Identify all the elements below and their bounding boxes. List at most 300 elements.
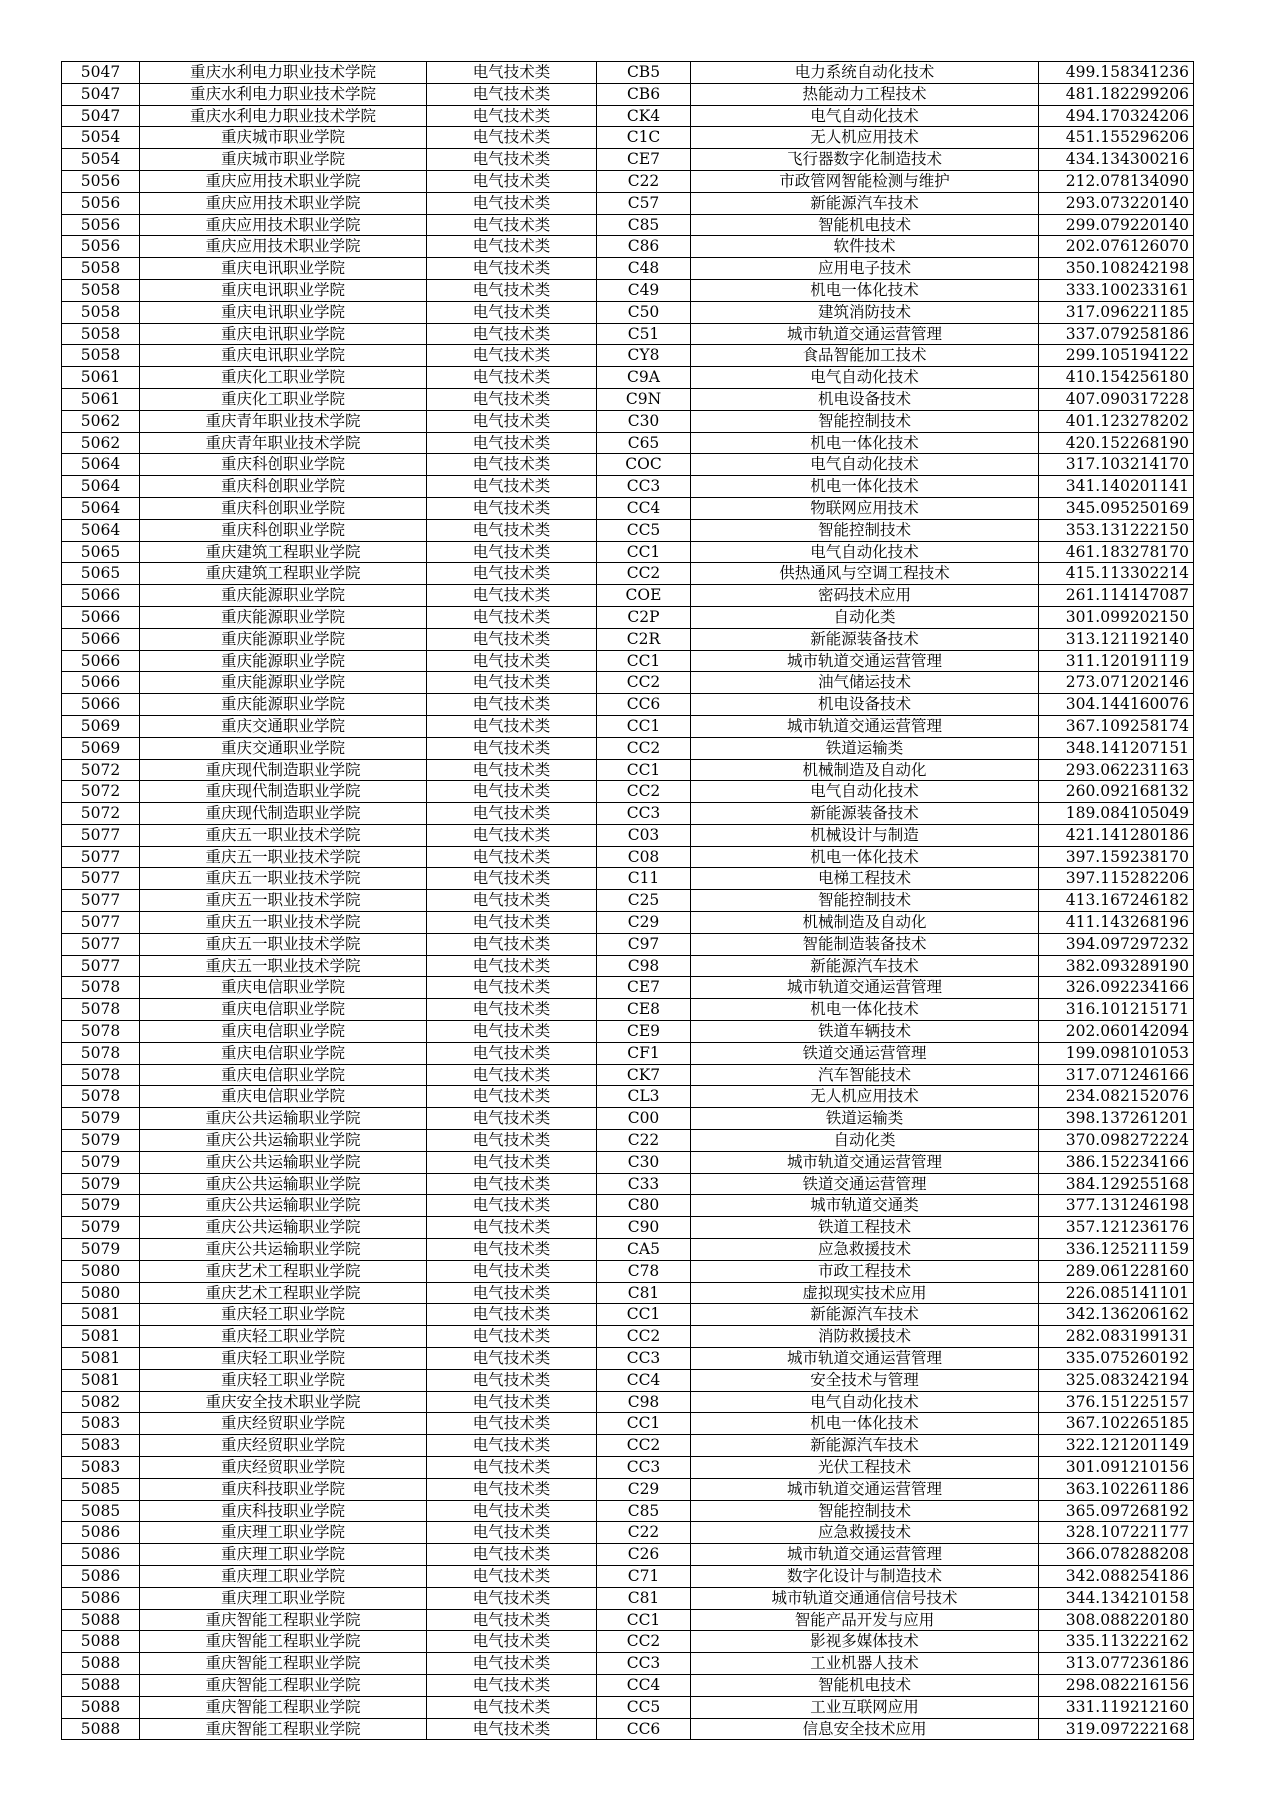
major-code-cell: C1C: [597, 127, 691, 149]
category-cell: 电气技术类: [427, 1522, 597, 1544]
category-cell: 电气技术类: [427, 1086, 597, 1108]
table-row: [62, 650, 1194, 672]
score-cell: 319.097222168: [1039, 1718, 1194, 1740]
score-cell: 357.121236176: [1039, 1217, 1194, 1239]
table-row: [62, 1108, 1194, 1130]
school-name-cell: 重庆电信职业学院: [140, 1021, 427, 1043]
school-code-cell: 5062: [62, 432, 140, 454]
school-code-cell: 5088: [62, 1696, 140, 1718]
score-cell: 415.113302214: [1039, 563, 1194, 585]
school-name-cell: 重庆电讯职业学院: [140, 258, 427, 280]
table-row: [62, 715, 1194, 737]
school-code-cell: 5056: [62, 236, 140, 258]
table-row: [62, 432, 1194, 454]
major-name-cell: 智能产品开发与应用: [691, 1609, 1039, 1631]
major-name-cell: 铁道运输类: [691, 737, 1039, 759]
table-row: [62, 301, 1194, 323]
table-row: [62, 1565, 1194, 1587]
school-code-cell: 5056: [62, 192, 140, 214]
category-cell: 电气技术类: [427, 301, 597, 323]
table-row: [62, 1173, 1194, 1195]
score-cell: 367.102265185: [1039, 1413, 1194, 1435]
major-name-cell: 智能控制技术: [691, 890, 1039, 912]
major-code-cell: CC2: [597, 781, 691, 803]
major-code-cell: C57: [597, 192, 691, 214]
major-name-cell: 铁道运输类: [691, 1108, 1039, 1130]
table-row: [62, 1064, 1194, 1086]
school-name-cell: 重庆轻工职业学院: [140, 1304, 427, 1326]
score-cell: 317.096221185: [1039, 301, 1194, 323]
major-code-cell: C08: [597, 846, 691, 868]
category-cell: 电气技术类: [427, 1304, 597, 1326]
score-cell: 326.092234166: [1039, 977, 1194, 999]
major-code-cell: CC6: [597, 694, 691, 716]
score-cell: 293.062231163: [1039, 759, 1194, 781]
school-name-cell: 重庆经贸职业学院: [140, 1435, 427, 1457]
major-code-cell: CE7: [597, 977, 691, 999]
category-cell: 电气技术类: [427, 1587, 597, 1609]
table-row: [62, 1631, 1194, 1653]
school-code-cell: 5077: [62, 868, 140, 890]
school-code-cell: 5079: [62, 1217, 140, 1239]
school-name-cell: 重庆能源职业学院: [140, 585, 427, 607]
school-code-cell: 5058: [62, 345, 140, 367]
score-cell: 367.109258174: [1039, 715, 1194, 737]
school-name-cell: 重庆五一职业技术学院: [140, 868, 427, 890]
school-code-cell: 5078: [62, 1042, 140, 1064]
category-cell: 电气技术类: [427, 1544, 597, 1566]
score-cell: 348.141207151: [1039, 737, 1194, 759]
category-cell: 电气技术类: [427, 541, 597, 563]
category-cell: 电气技术类: [427, 1500, 597, 1522]
school-name-cell: 重庆能源职业学院: [140, 606, 427, 628]
table-row: [62, 83, 1194, 105]
school-code-cell: 5088: [62, 1631, 140, 1653]
major-name-cell: 新能源装备技术: [691, 803, 1039, 825]
category-cell: 电气技术类: [427, 454, 597, 476]
major-code-cell: CC2: [597, 563, 691, 585]
score-cell: 336.125211159: [1039, 1239, 1194, 1261]
major-name-cell: 机械制造及自动化: [691, 759, 1039, 781]
school-code-cell: 5077: [62, 890, 140, 912]
category-cell: 电气技术类: [427, 236, 597, 258]
score-cell: 407.090317228: [1039, 388, 1194, 410]
category-cell: 电气技术类: [427, 476, 597, 498]
school-name-cell: 重庆科创职业学院: [140, 476, 427, 498]
score-cell: 499.158341236: [1039, 62, 1194, 84]
major-name-cell: 城市轨道交通运营管理: [691, 1544, 1039, 1566]
school-name-cell: 重庆科创职业学院: [140, 519, 427, 541]
major-code-cell: CC3: [597, 1348, 691, 1370]
school-name-cell: 重庆建筑工程职业学院: [140, 563, 427, 585]
school-name-cell: 重庆应用技术职业学院: [140, 192, 427, 214]
score-cell: 411.143268196: [1039, 912, 1194, 934]
table-row: [62, 1544, 1194, 1566]
score-cell: 494.170324206: [1039, 105, 1194, 127]
category-cell: 电气技术类: [427, 127, 597, 149]
school-code-cell: 5064: [62, 497, 140, 519]
major-code-cell: CF1: [597, 1042, 691, 1064]
school-code-cell: 5066: [62, 672, 140, 694]
major-name-cell: 城市轨道交通类: [691, 1195, 1039, 1217]
table-row: [62, 1653, 1194, 1675]
school-name-cell: 重庆城市职业学院: [140, 127, 427, 149]
major-code-cell: CE7: [597, 149, 691, 171]
school-name-cell: 重庆公共运输职业学院: [140, 1217, 427, 1239]
school-code-cell: 5079: [62, 1151, 140, 1173]
major-name-cell: 新能源汽车技术: [691, 192, 1039, 214]
score-cell: 382.093289190: [1039, 955, 1194, 977]
category-cell: 电气技术类: [427, 1021, 597, 1043]
category-cell: 电气技术类: [427, 803, 597, 825]
major-name-cell: 机电一体化技术: [691, 999, 1039, 1021]
school-code-cell: 5083: [62, 1413, 140, 1435]
table-row: [62, 388, 1194, 410]
school-name-cell: 重庆电讯职业学院: [140, 279, 427, 301]
score-cell: 386.152234166: [1039, 1151, 1194, 1173]
major-code-cell: C98: [597, 955, 691, 977]
major-code-cell: C22: [597, 1522, 691, 1544]
school-name-cell: 重庆公共运输职业学院: [140, 1173, 427, 1195]
category-cell: 电气技术类: [427, 999, 597, 1021]
major-name-cell: 物联网应用技术: [691, 497, 1039, 519]
school-name-cell: 重庆电信职业学院: [140, 1064, 427, 1086]
major-code-cell: C97: [597, 933, 691, 955]
school-code-cell: 5058: [62, 301, 140, 323]
table-row: [62, 846, 1194, 868]
school-name-cell: 重庆经贸职业学院: [140, 1413, 427, 1435]
school-code-cell: 5081: [62, 1348, 140, 1370]
major-code-cell: C33: [597, 1173, 691, 1195]
major-code-cell: CC3: [597, 803, 691, 825]
school-name-cell: 重庆能源职业学院: [140, 650, 427, 672]
score-cell: 189.084105049: [1039, 803, 1194, 825]
school-name-cell: 重庆轻工职业学院: [140, 1348, 427, 1370]
major-name-cell: 新能源汽车技术: [691, 1435, 1039, 1457]
major-code-cell: C22: [597, 1130, 691, 1152]
category-cell: 电气技术类: [427, 83, 597, 105]
major-name-cell: 机电一体化技术: [691, 846, 1039, 868]
category-cell: 电气技术类: [427, 1696, 597, 1718]
score-cell: 420.152268190: [1039, 432, 1194, 454]
school-name-cell: 重庆科创职业学院: [140, 454, 427, 476]
major-code-cell: CC1: [597, 1304, 691, 1326]
school-name-cell: 重庆公共运输职业学院: [140, 1130, 427, 1152]
table-row: [62, 1391, 1194, 1413]
school-code-cell: 5086: [62, 1522, 140, 1544]
category-cell: 电气技术类: [427, 824, 597, 846]
major-code-cell: CC4: [597, 497, 691, 519]
school-code-cell: 5085: [62, 1500, 140, 1522]
school-code-cell: 5078: [62, 1021, 140, 1043]
major-code-cell: C26: [597, 1544, 691, 1566]
score-cell: 397.115282206: [1039, 868, 1194, 890]
major-code-cell: CC2: [597, 1435, 691, 1457]
major-code-cell: C98: [597, 1391, 691, 1413]
table-row: [62, 454, 1194, 476]
major-name-cell: 电力系统自动化技术: [691, 62, 1039, 84]
table-row: [62, 192, 1194, 214]
score-cell: 261.114147087: [1039, 585, 1194, 607]
category-cell: 电气技术类: [427, 149, 597, 171]
school-code-cell: 5066: [62, 606, 140, 628]
table-row: [62, 1260, 1194, 1282]
school-code-cell: 5078: [62, 999, 140, 1021]
table-row: [62, 1457, 1194, 1479]
table-row: [62, 541, 1194, 563]
major-code-cell: C03: [597, 824, 691, 846]
table-row: [62, 1500, 1194, 1522]
major-code-cell: CC1: [597, 541, 691, 563]
school-code-cell: 5062: [62, 410, 140, 432]
major-code-cell: C51: [597, 323, 691, 345]
major-name-cell: 智能控制技术: [691, 410, 1039, 432]
school-code-cell: 5077: [62, 955, 140, 977]
school-name-cell: 重庆电讯职业学院: [140, 323, 427, 345]
score-cell: 226.085141101: [1039, 1282, 1194, 1304]
school-name-cell: 重庆艺术工程职业学院: [140, 1282, 427, 1304]
major-code-cell: CC5: [597, 519, 691, 541]
category-cell: 电气技术类: [427, 1326, 597, 1348]
table-row: [62, 890, 1194, 912]
school-name-cell: 重庆能源职业学院: [140, 672, 427, 694]
table-row: [62, 1696, 1194, 1718]
category-cell: 电气技术类: [427, 367, 597, 389]
major-name-cell: 城市轨道交通运营管理: [691, 715, 1039, 737]
score-cell: 199.098101053: [1039, 1042, 1194, 1064]
major-code-cell: C25: [597, 890, 691, 912]
major-code-cell: C81: [597, 1282, 691, 1304]
score-cell: 328.107221177: [1039, 1522, 1194, 1544]
table-row: [62, 1021, 1194, 1043]
table-row: [62, 1348, 1194, 1370]
school-code-cell: 5056: [62, 214, 140, 236]
school-name-cell: 重庆现代制造职业学院: [140, 781, 427, 803]
table-row: [62, 585, 1194, 607]
category-cell: 电气技术类: [427, 1435, 597, 1457]
category-cell: 电气技术类: [427, 781, 597, 803]
score-cell: 335.113222162: [1039, 1631, 1194, 1653]
category-cell: 电气技术类: [427, 388, 597, 410]
school-code-cell: 5079: [62, 1195, 140, 1217]
school-code-cell: 5061: [62, 367, 140, 389]
category-cell: 电气技术类: [427, 345, 597, 367]
major-name-cell: 电气自动化技术: [691, 541, 1039, 563]
score-cell: 293.073220140: [1039, 192, 1194, 214]
category-cell: 电气技术类: [427, 410, 597, 432]
category-cell: 电气技术类: [427, 1674, 597, 1696]
school-name-cell: 重庆智能工程职业学院: [140, 1674, 427, 1696]
score-cell: 410.154256180: [1039, 367, 1194, 389]
major-name-cell: 应急救援技术: [691, 1239, 1039, 1261]
table-row: [62, 606, 1194, 628]
major-code-cell: CC4: [597, 1369, 691, 1391]
school-name-cell: 重庆水利电力职业技术学院: [140, 83, 427, 105]
table-row: [62, 737, 1194, 759]
major-name-cell: 应用电子技术: [691, 258, 1039, 280]
major-code-cell: C29: [597, 912, 691, 934]
major-code-cell: CE8: [597, 999, 691, 1021]
category-cell: 电气技术类: [427, 1239, 597, 1261]
major-name-cell: 城市轨道交通运营管理: [691, 323, 1039, 345]
school-code-cell: 5058: [62, 279, 140, 301]
school-name-cell: 重庆能源职业学院: [140, 694, 427, 716]
school-name-cell: 重庆化工职业学院: [140, 367, 427, 389]
category-cell: 电气技术类: [427, 868, 597, 890]
major-code-cell: CC1: [597, 1609, 691, 1631]
major-code-cell: C81: [597, 1587, 691, 1609]
major-name-cell: 油气储运技术: [691, 672, 1039, 694]
school-code-cell: 5081: [62, 1326, 140, 1348]
score-cell: 384.129255168: [1039, 1173, 1194, 1195]
school-name-cell: 重庆科技职业学院: [140, 1478, 427, 1500]
major-code-cell: CE9: [597, 1021, 691, 1043]
category-cell: 电气技术类: [427, 497, 597, 519]
major-code-cell: C86: [597, 236, 691, 258]
score-cell: 337.079258186: [1039, 323, 1194, 345]
major-name-cell: 电气自动化技术: [691, 1391, 1039, 1413]
major-code-cell: CK7: [597, 1064, 691, 1086]
category-cell: 电气技术类: [427, 715, 597, 737]
school-code-cell: 5088: [62, 1609, 140, 1631]
category-cell: 电气技术类: [427, 1260, 597, 1282]
score-cell: 365.097268192: [1039, 1500, 1194, 1522]
major-name-cell: 智能制造装备技术: [691, 933, 1039, 955]
major-code-cell: C90: [597, 1217, 691, 1239]
table-row: [62, 345, 1194, 367]
table-row: [62, 1239, 1194, 1261]
category-cell: 电气技术类: [427, 1565, 597, 1587]
category-cell: 电气技术类: [427, 1130, 597, 1152]
score-cell: 461.183278170: [1039, 541, 1194, 563]
major-name-cell: 机械设计与制造: [691, 824, 1039, 846]
category-cell: 电气技术类: [427, 62, 597, 84]
school-code-cell: 5064: [62, 476, 140, 498]
school-code-cell: 5064: [62, 454, 140, 476]
score-cell: 202.076126070: [1039, 236, 1194, 258]
school-code-cell: 5069: [62, 715, 140, 737]
score-cell: 301.099202150: [1039, 606, 1194, 628]
table-row: [62, 1217, 1194, 1239]
category-cell: 电气技术类: [427, 258, 597, 280]
major-code-cell: C48: [597, 258, 691, 280]
major-code-cell: C30: [597, 1151, 691, 1173]
major-code-cell: C11: [597, 868, 691, 890]
category-cell: 电气技术类: [427, 672, 597, 694]
category-cell: 电气技术类: [427, 1631, 597, 1653]
school-code-cell: 5079: [62, 1108, 140, 1130]
school-name-cell: 重庆理工职业学院: [140, 1587, 427, 1609]
category-cell: 电气技术类: [427, 279, 597, 301]
category-cell: 电气技术类: [427, 759, 597, 781]
major-name-cell: 机械制造及自动化: [691, 912, 1039, 934]
major-code-cell: CK4: [597, 105, 691, 127]
major-code-cell: C2P: [597, 606, 691, 628]
score-cell: 451.155296206: [1039, 127, 1194, 149]
school-code-cell: 5054: [62, 149, 140, 171]
school-name-cell: 重庆电信职业学院: [140, 999, 427, 1021]
table-row: [62, 1718, 1194, 1740]
major-code-cell: C85: [597, 1500, 691, 1522]
school-name-cell: 重庆五一职业技术学院: [140, 955, 427, 977]
major-code-cell: CB6: [597, 83, 691, 105]
major-name-cell: 城市轨道交通通信信号技术: [691, 1587, 1039, 1609]
table-body: [62, 62, 1194, 1740]
major-code-cell: C30: [597, 410, 691, 432]
major-name-cell: 机电一体化技术: [691, 279, 1039, 301]
major-name-cell: 市政管网智能检测与维护: [691, 170, 1039, 192]
score-cell: 202.060142094: [1039, 1021, 1194, 1043]
score-cell: 313.077236186: [1039, 1653, 1194, 1675]
school-code-cell: 5077: [62, 933, 140, 955]
school-name-cell: 重庆公共运输职业学院: [140, 1151, 427, 1173]
major-name-cell: 虚拟现实技术应用: [691, 1282, 1039, 1304]
table-row: [62, 1195, 1194, 1217]
score-cell: 421.141280186: [1039, 824, 1194, 846]
school-code-cell: 5065: [62, 563, 140, 585]
category-cell: 电气技术类: [427, 1348, 597, 1370]
score-cell: 401.123278202: [1039, 410, 1194, 432]
school-code-cell: 5047: [62, 83, 140, 105]
major-name-cell: 安全技术与管理: [691, 1369, 1039, 1391]
score-cell: 301.091210156: [1039, 1457, 1194, 1479]
school-name-cell: 重庆经贸职业学院: [140, 1457, 427, 1479]
school-name-cell: 重庆建筑工程职业学院: [140, 541, 427, 563]
major-code-cell: CC1: [597, 650, 691, 672]
score-cell: 308.088220180: [1039, 1609, 1194, 1631]
category-cell: 电气技术类: [427, 694, 597, 716]
major-name-cell: 无人机应用技术: [691, 127, 1039, 149]
table-row: [62, 672, 1194, 694]
major-name-cell: 电梯工程技术: [691, 868, 1039, 890]
table-row: [62, 912, 1194, 934]
school-code-cell: 5054: [62, 127, 140, 149]
category-cell: 电气技术类: [427, 1217, 597, 1239]
school-name-cell: 重庆安全技术职业学院: [140, 1391, 427, 1413]
school-code-cell: 5083: [62, 1457, 140, 1479]
category-cell: 电气技术类: [427, 1151, 597, 1173]
school-code-cell: 5066: [62, 585, 140, 607]
score-cell: 397.159238170: [1039, 846, 1194, 868]
category-cell: 电气技术类: [427, 890, 597, 912]
school-code-cell: 5081: [62, 1304, 140, 1326]
major-name-cell: 光伏工程技术: [691, 1457, 1039, 1479]
table-row: [62, 955, 1194, 977]
major-name-cell: 汽车智能技术: [691, 1064, 1039, 1086]
major-name-cell: 电气自动化技术: [691, 781, 1039, 803]
major-name-cell: 铁道车辆技术: [691, 1021, 1039, 1043]
school-name-cell: 重庆电讯职业学院: [140, 345, 427, 367]
major-name-cell: 城市轨道交通运营管理: [691, 1151, 1039, 1173]
school-name-cell: 重庆应用技术职业学院: [140, 236, 427, 258]
table-row: [62, 803, 1194, 825]
major-code-cell: CC3: [597, 476, 691, 498]
school-name-cell: 重庆水利电力职业技术学院: [140, 105, 427, 127]
category-cell: 电气技术类: [427, 955, 597, 977]
table-row: [62, 1130, 1194, 1152]
school-name-cell: 重庆应用技术职业学院: [140, 170, 427, 192]
major-name-cell: 工业机器人技术: [691, 1653, 1039, 1675]
school-code-cell: 5058: [62, 258, 140, 280]
school-code-cell: 5078: [62, 1064, 140, 1086]
school-code-cell: 5086: [62, 1587, 140, 1609]
major-code-cell: CC1: [597, 1413, 691, 1435]
category-cell: 电气技术类: [427, 585, 597, 607]
school-name-cell: 重庆轻工职业学院: [140, 1369, 427, 1391]
major-name-cell: 应急救援技术: [691, 1522, 1039, 1544]
score-cell: 353.131222150: [1039, 519, 1194, 541]
school-name-cell: 重庆城市职业学院: [140, 149, 427, 171]
